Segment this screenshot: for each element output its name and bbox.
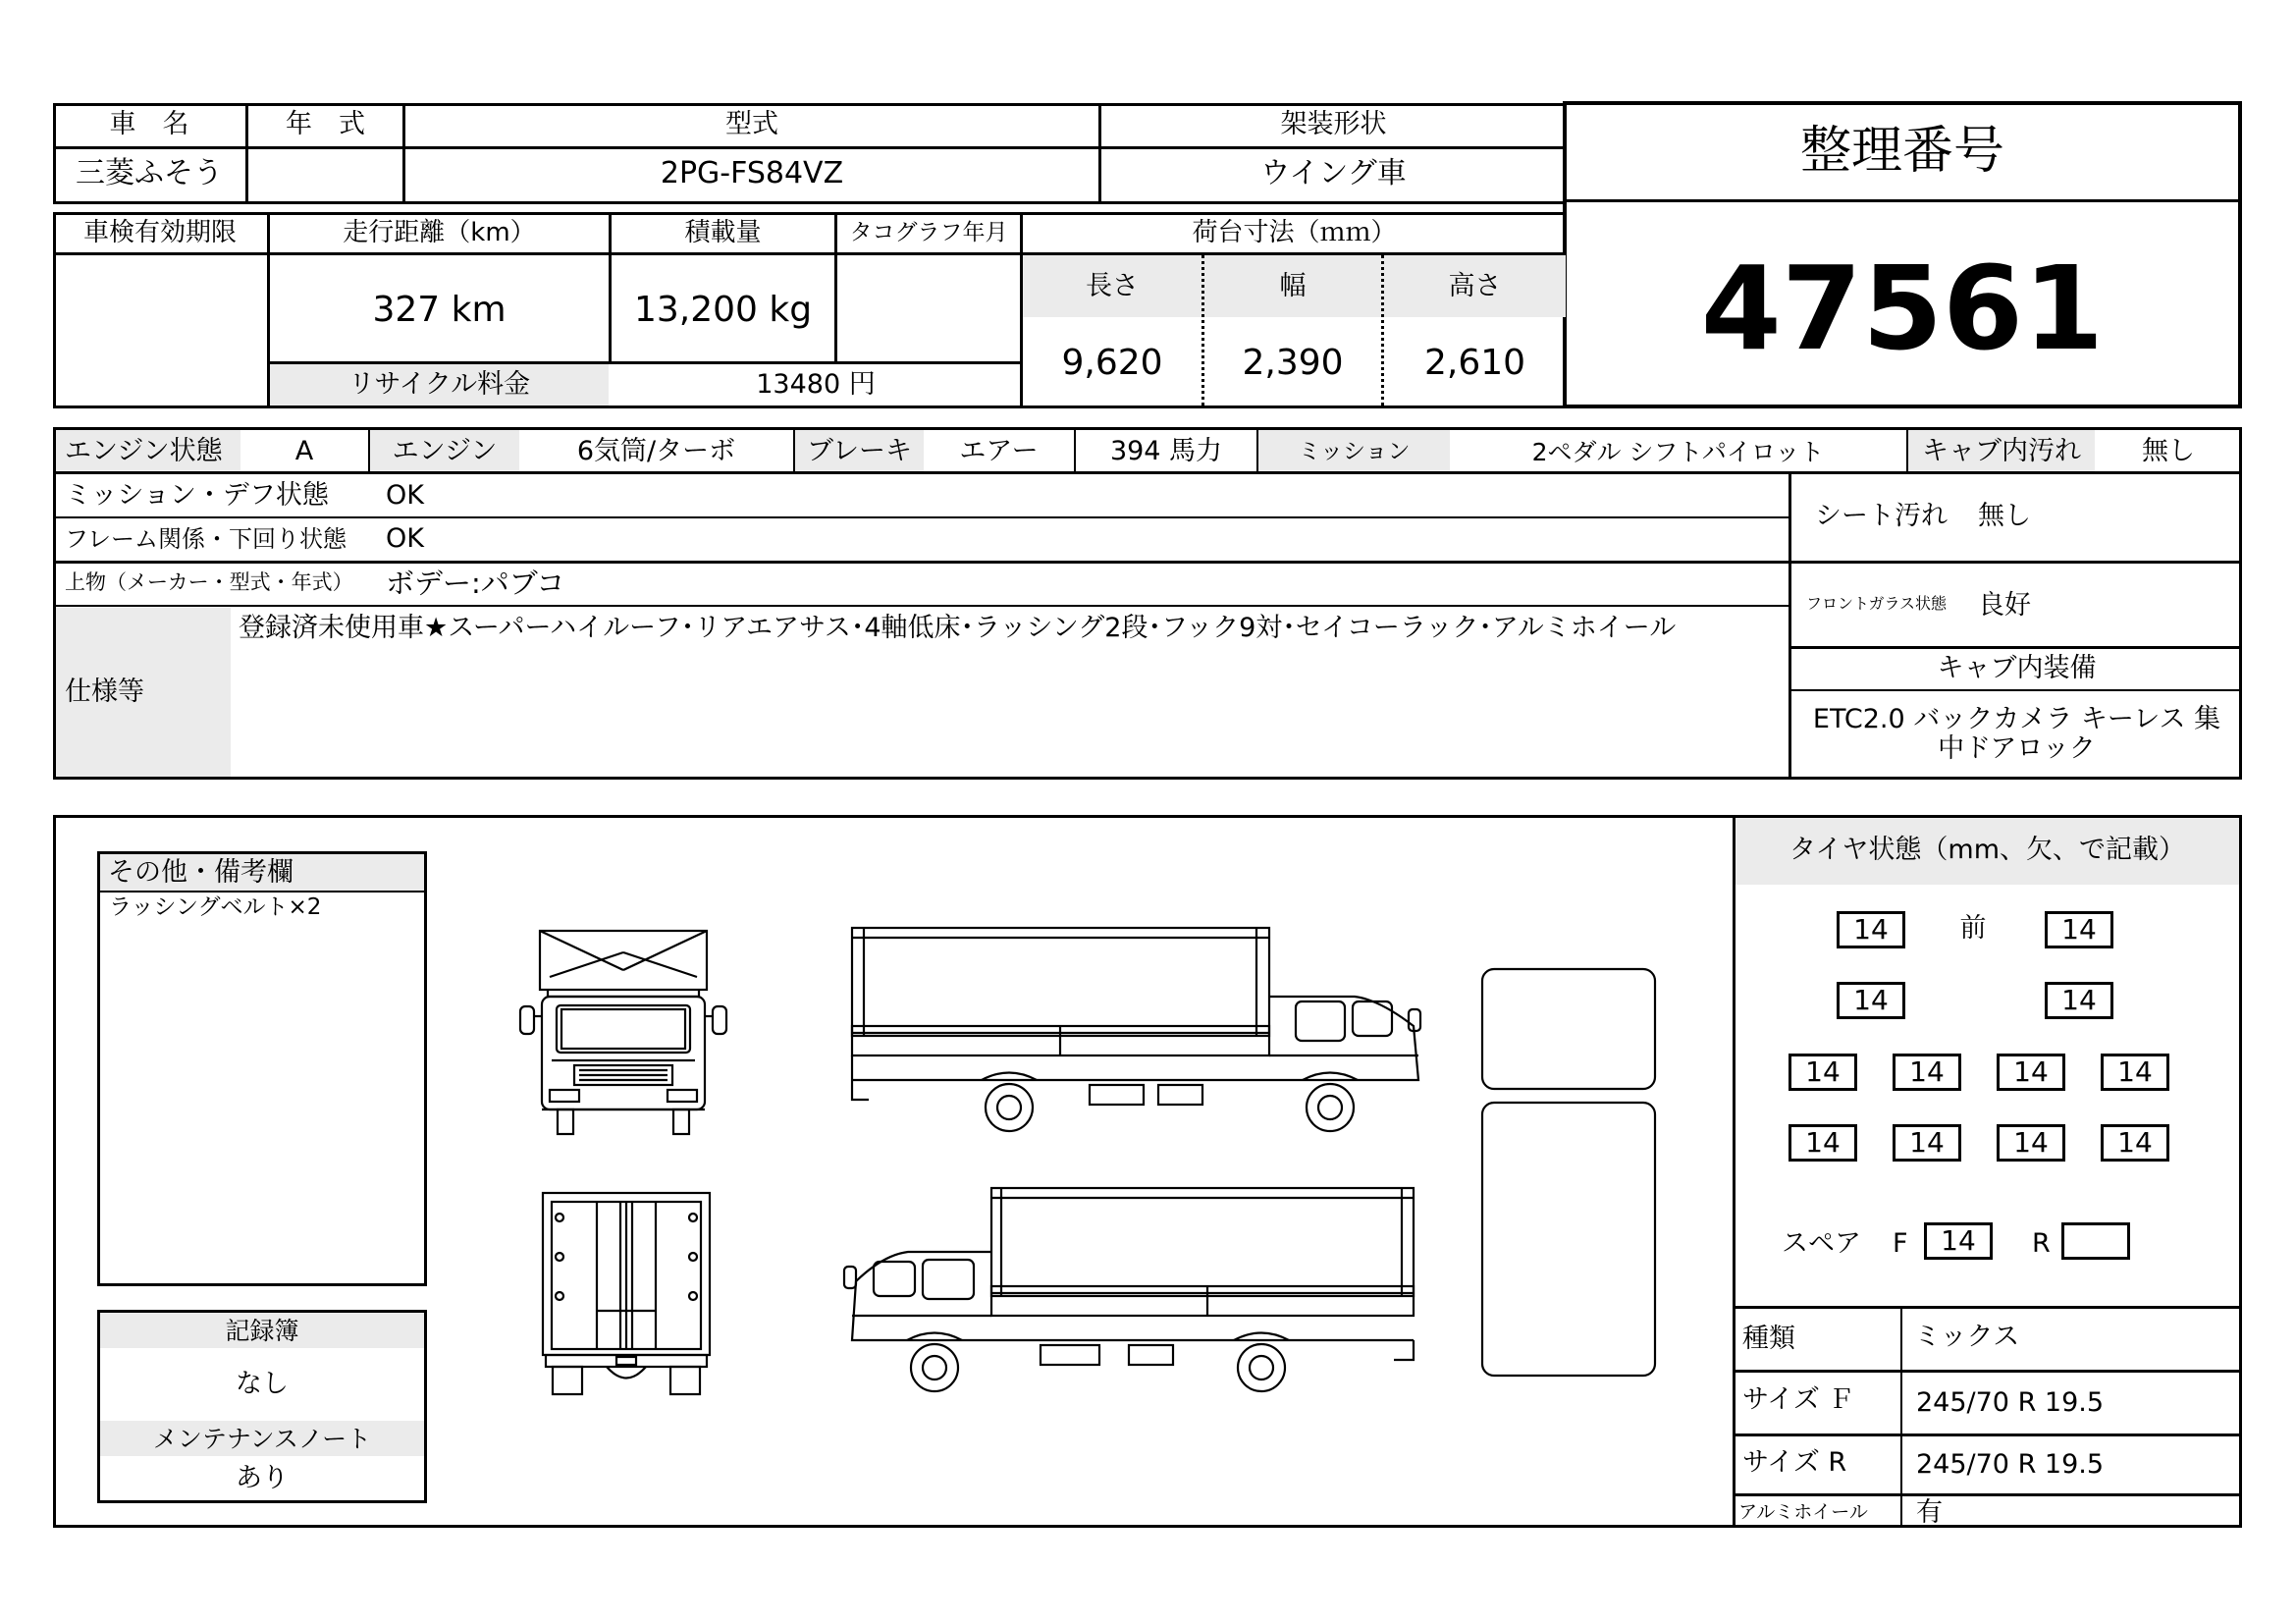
tire-title: タイヤ状態（mm、欠、で記載） — [1789, 835, 2186, 865]
seat-dirt-label: シート汚れ — [1815, 501, 1948, 531]
records-value: なし — [236, 1369, 289, 1399]
tire-size-f-value: 245/70 R 19.5 — [1916, 1387, 2105, 1418]
mission-diff-label: ミッション・デフ状態 — [65, 480, 329, 511]
truck-top-view-drawing — [1480, 967, 1657, 1380]
engine-label: エンジン — [392, 436, 498, 466]
divider — [1790, 646, 2242, 649]
tire-size-f-label: サイズ Ｆ — [1742, 1384, 1855, 1415]
divider — [1790, 689, 2242, 691]
bed-length-label: 長さ — [1086, 271, 1139, 301]
tire-rear2-2: 14 — [1893, 1124, 1961, 1162]
bed-length-value: 9,620 — [1061, 343, 1163, 383]
header-name: 車 名 — [109, 109, 189, 139]
header-inspection: 車検有効期限 — [82, 218, 237, 247]
tire-second-left: 14 — [1837, 982, 1905, 1019]
truck-left-side-drawing — [844, 1183, 1423, 1399]
spare-f-label: F — [1893, 1228, 1908, 1259]
frame-value: OK — [386, 523, 424, 554]
tire-front-left: 14 — [1837, 911, 1905, 948]
engine-value: 6気筒/ターボ — [576, 436, 736, 466]
truck-side-view-drawing — [844, 923, 1423, 1134]
divider — [1563, 199, 2242, 202]
header-capacity: 積載量 — [684, 218, 762, 247]
recycle-value: 13480 円 — [756, 369, 876, 400]
records-label: 記録簿 — [225, 1317, 299, 1345]
bed-width-value: 2,390 — [1242, 343, 1344, 383]
glass-label: フロントガラス状態 — [1806, 594, 1948, 613]
bed-width-label: 幅 — [1279, 271, 1307, 301]
mission-value: 2ペダル シフトパイロット — [1531, 438, 1825, 466]
bed-height-label: 高さ — [1448, 271, 1502, 301]
header-model: 型式 — [725, 109, 778, 139]
glass-value: 良好 — [1978, 590, 2031, 621]
brake-value: エアー — [959, 436, 1039, 466]
cab-dirt-label: キャブ内汚れ — [1922, 436, 2081, 466]
cab-dirt-value: 無し — [2142, 436, 2195, 466]
horsepower-value: 394 馬力 — [1109, 436, 1223, 466]
alumi-label: アルミホイール — [1738, 1501, 1868, 1523]
engine-state-label: エンジン状態 — [65, 436, 223, 466]
tire-rear1-4: 14 — [2101, 1054, 2169, 1091]
divider — [1733, 815, 1735, 1528]
header-body-type: 架装形状 — [1280, 109, 1387, 139]
tire-rear1-3: 14 — [1997, 1054, 2065, 1091]
spare-r-label: R — [2032, 1228, 2051, 1259]
vehicle-name: 三菱ふそう — [76, 156, 223, 190]
divider — [53, 605, 1790, 607]
tire-kind-label: 種類 — [1742, 1324, 1795, 1354]
cab-equip-line1: ETC2.0 バックカメラ キーレス 集 — [1812, 704, 2221, 734]
tire-rear2-1: 14 — [1789, 1124, 1857, 1162]
truck-rear-view-drawing — [538, 1188, 715, 1399]
capacity-value: 13,200 kg — [633, 290, 813, 330]
recycle-label: リサイクル料金 — [347, 369, 531, 400]
mission-diff-value: OK — [386, 480, 424, 511]
mission-label: ミッション — [1298, 439, 1411, 464]
mileage-value: 327 km — [372, 290, 507, 330]
tire-front-right: 14 — [2045, 911, 2113, 948]
divider — [1733, 1493, 2242, 1496]
divider — [1733, 1370, 2242, 1373]
divider — [1789, 471, 1791, 780]
divider — [53, 561, 2242, 564]
frame-label: フレーム関係・下回り状態 — [65, 525, 347, 553]
tire-size-r-label: サイズ R — [1742, 1447, 1847, 1478]
divider — [1733, 1306, 2242, 1309]
upper-label: 上物（メーカー・型式・年式） — [65, 570, 353, 594]
truck-front-view-drawing — [520, 923, 726, 1134]
divider — [53, 471, 2242, 474]
maint-label: メンテナンスノート — [152, 1425, 372, 1453]
spare-label: スペア — [1782, 1228, 1861, 1259]
header-year: 年 式 — [286, 109, 365, 139]
header-tacho: タコグラフ年月 — [849, 220, 1008, 245]
remarks-label: その他・備考欄 — [108, 857, 294, 888]
shiyou-label: 仕様等 — [65, 676, 144, 707]
tire-kind-value: ミックス — [1914, 1322, 2020, 1352]
divider — [53, 516, 1790, 518]
cab-equip-line2: 中ドアロック — [1938, 733, 2096, 764]
upper-value: ボデー:パブコ — [386, 567, 565, 600]
tire-rear2-3: 14 — [1997, 1124, 2065, 1162]
seiri-label: 整理番号 — [1799, 122, 2004, 181]
vehicle-body-type: ウイング車 — [1260, 156, 1407, 190]
tire-rear1-1: 14 — [1789, 1054, 1857, 1091]
seiri-number: 47561 — [1700, 241, 2105, 376]
spare-f-value: 14 — [1924, 1222, 1993, 1260]
tire-size-r-value: 245/70 R 19.5 — [1916, 1449, 2105, 1480]
header-mileage: 走行距離（km） — [343, 218, 536, 247]
divider — [1733, 1434, 2242, 1436]
shiyou-value: 登録済未使用車★スーパーハイルーフ･リアエアサス･4軸低床･ラッシング2段･フック9対･セイコーラック･アルミホイール — [239, 613, 1677, 643]
tire-rear2-4: 14 — [2101, 1124, 2169, 1162]
cab-equip-label: キャブ内装備 — [1937, 653, 2097, 683]
engine-state-value: A — [294, 436, 314, 466]
spare-r-value — [2061, 1222, 2130, 1260]
header-bed: 荷台寸法（ｍｍ） — [1192, 218, 1397, 247]
remarks-text: ラッシングベルト×2 — [109, 894, 322, 920]
tire-second-right: 14 — [2045, 982, 2113, 1019]
tire-front-label: 前 — [1959, 913, 1987, 944]
brake-label: ブレーキ — [807, 436, 912, 466]
maint-value: あり — [236, 1463, 289, 1493]
divider — [1900, 1306, 1902, 1528]
divider — [53, 146, 1566, 149]
alumi-value: 有 — [1916, 1497, 1943, 1528]
vehicle-model: 2PG-FS84VZ — [660, 156, 844, 190]
divider — [97, 891, 427, 893]
tire-rear1-2: 14 — [1893, 1054, 1961, 1091]
bed-height-value: 2,610 — [1423, 343, 1526, 383]
seat-dirt-value: 無し — [1978, 501, 2031, 531]
